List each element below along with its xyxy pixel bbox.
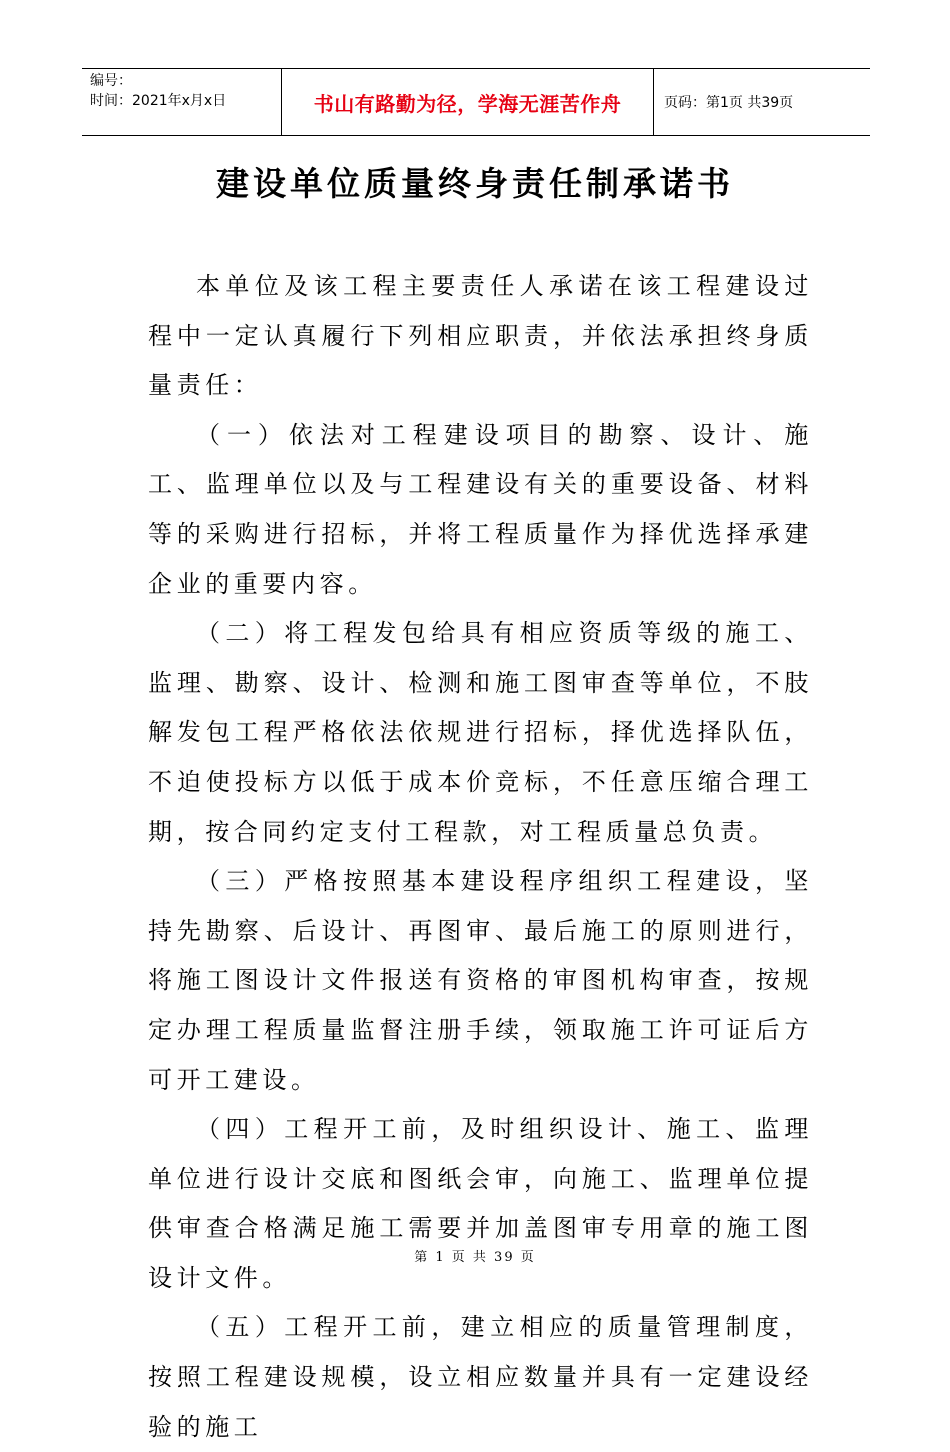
paragraph-item-2: （二）将工程发包给具有相应资质等级的施工、监理、勘察、设计、检测和施工图审查等单位，不肢解发包工程严格依法依规进行招标，择优选择队伍，不迫使投标方以低于成本价竞标，不任意压缩合理工期，按合同约定支付工程款，对工程质量总负责。	[148, 619, 813, 846]
header-meta-cell	[82, 69, 282, 135]
header-motto: 书山有路勤为径，学海无涯苦作舟	[313, 91, 622, 116]
page-footer: 第 1 页 共 39 页	[414, 1250, 536, 1265]
header-page-info: 页码：第1页 共39页	[664, 95, 794, 111]
document-number-label: 编号：	[90, 73, 132, 89]
paragraph-item-4: （四）工程开工前，及时组织设计、施工、监理单位进行设计交底和图纸会审，向施工、监理单位提供审查合格满足施工需要并加盖图审专用章的施工图设计文件。	[148, 1115, 813, 1292]
document-title: 建设单位质量终身责任制承诺书	[216, 164, 734, 203]
paragraph-item-5: （五）工程开工前，建立相应的质量管理制度，按照工程建设规模，设立相应数量并具有一定建设经验的施工	[148, 1313, 813, 1441]
paragraph-item-3: （三）严格按照基本建设程序组织工程建设，坚持先勘察、后设计、再图审、最后施工的原则进行，将施工图设计文件报送有资格的审图机构审查，按规定办理工程质量监督注册手续，领取施工许可证后方可开工建设。	[148, 867, 813, 1094]
document-time-label: 时间：2021年x月x日	[90, 93, 227, 109]
paragraph-intro: 本单位及该工程主要责任人承诺在该工程建设过程中一定认真履行下列相应职责，并依法承担终身质量责任：	[148, 272, 813, 400]
paragraph-item-1: （一）依法对工程建设项目的勘察、设计、施工、监理单位以及与工程建设有关的重要设备、材料等的采购进行招标，并将工程质量作为择优选择承建企业的重要内容。	[148, 420, 813, 598]
header-motto-cell	[282, 69, 654, 135]
document-body	[148, 262, 813, 1452]
header-table	[82, 68, 870, 136]
header-page-cell	[654, 69, 870, 135]
